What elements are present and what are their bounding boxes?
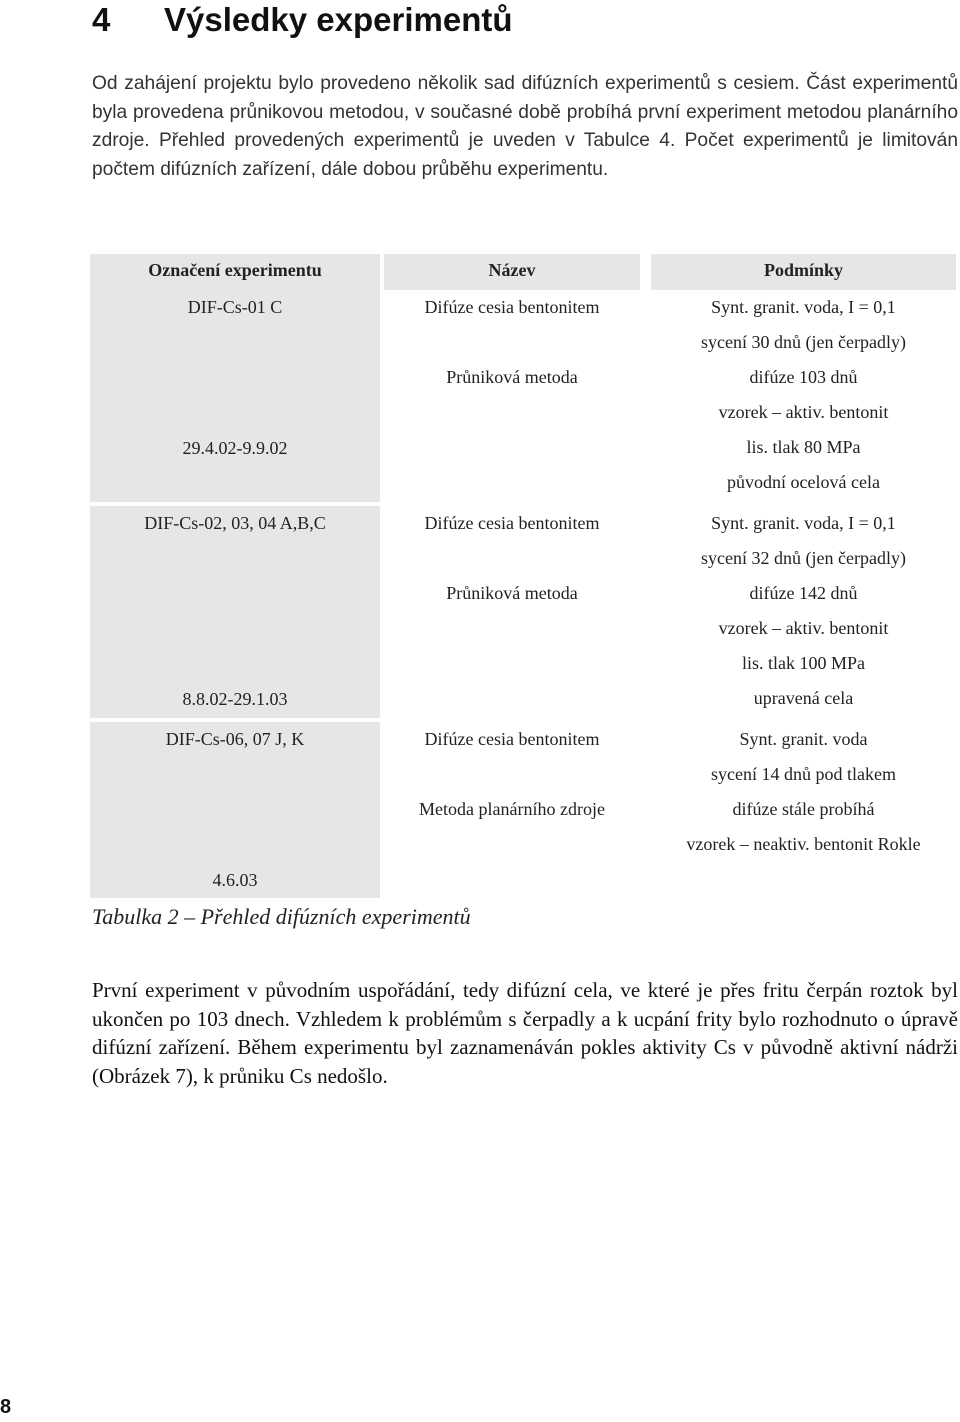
- condition-line: lis. tlak 100 MPa: [741, 653, 865, 673]
- experiment-id-cell: [90, 290, 380, 502]
- table-header-row: [90, 254, 956, 290]
- header-experiment-id: Označení experimentu: [90, 254, 380, 290]
- condition-line: difúze stále probíhá: [732, 799, 875, 819]
- experiment-name: Difúze cesia bentonitem: [424, 513, 600, 533]
- section-number: 4: [92, 1, 111, 38]
- header-name: Název: [384, 254, 640, 290]
- section-title: Výsledky experimentů: [164, 1, 513, 38]
- experiment-name-cell: [384, 722, 640, 898]
- experiments-table: [90, 254, 956, 890]
- intro-paragraph: Od zahájení projektu bylo provedeno několik sad difúzních experimentů s cesiem. Část experimentů byla provedena průnikovou metodou, v současné době probíhá první experiment metodou planárního zdroje. Přehled provedených experimentů je uveden v Tabulce 4. Počet experimentů je limitován počtem difúzních zařízení, dále dobou průběhu experimentu.: [92, 73, 958, 180]
- experiment-id-cell: [90, 722, 380, 898]
- experiment-id: DIF-Cs-02, 03, 04 A,B,C: [144, 513, 326, 533]
- experiment-name: Difúze cesia bentonitem: [424, 729, 600, 749]
- condition-line: Synt. granit. voda: [739, 729, 868, 749]
- experiment-method: Průniková metoda: [446, 583, 578, 603]
- table-caption: Tabulka 2 – Přehled difúzních experimentů: [92, 904, 471, 929]
- table-row: [90, 290, 956, 502]
- experiment-method: Průniková metoda: [446, 367, 578, 387]
- experiment-conditions-cell: [651, 290, 956, 502]
- condition-line: difúze 103 dnů: [749, 367, 858, 387]
- experiment-id: DIF-Cs-01 C: [187, 297, 283, 317]
- condition-line: vzorek – neaktiv. bentonit Rokle: [686, 834, 921, 854]
- condition-line: sycení 32 dnů (jen čerpadly): [701, 548, 906, 568]
- table-row: [90, 506, 956, 718]
- experiment-id: DIF-Cs-06, 07 J, K: [165, 729, 305, 749]
- condition-line: Synt. granit. voda, I = 0,1: [711, 297, 896, 317]
- condition-line: upravená cela: [753, 688, 854, 708]
- experiment-date: 8.8.02-29.1.03: [182, 689, 288, 709]
- experiment-method: Metoda planárního zdroje: [419, 799, 605, 819]
- experiment-date: 29.4.02-9.9.02: [182, 438, 288, 458]
- experiment-date: 4.6.03: [212, 870, 258, 890]
- condition-line: sycení 30 dnů (jen čerpadly): [701, 332, 906, 352]
- experiment-name-cell: [384, 290, 640, 502]
- experiment-conditions-cell: [651, 722, 956, 898]
- condition-line: Synt. granit. voda, I = 0,1: [711, 513, 896, 533]
- experiment-conditions-cell: [651, 506, 956, 718]
- section-heading: [92, 0, 513, 40]
- condition-line: lis. tlak 80 MPa: [746, 437, 861, 457]
- experiment-name: Difúze cesia bentonitem: [424, 297, 600, 317]
- condition-line: původní ocelová cela: [727, 472, 880, 492]
- header-conditions: Podmínky: [651, 254, 956, 290]
- condition-line: sycení 14 dnů pod tlakem: [711, 764, 896, 784]
- experiment-name-cell: [384, 506, 640, 718]
- experiment-id-cell: [90, 506, 380, 718]
- condition-line: vzorek – aktiv. bentonit: [718, 402, 889, 422]
- table-row: [90, 722, 956, 898]
- condition-line: vzorek – aktiv. bentonit: [718, 618, 889, 638]
- page-number: 8: [0, 1396, 12, 1418]
- body-paragraph: První experiment v původním uspořádání, tedy difúzní cela, ve které je přes fritu čerpán roztok byl ukončen po 103 dnech. Vzhledem k problémům s čerpadly a k ucpání frity bylo rozhodnuto o úpravě difúzní zařízení. Během experimentu byl zaznamenáván pokles aktivity Cs v původně aktivní nádrži (Obrázek 7), k průniku Cs nedošlo.: [92, 978, 958, 1088]
- condition-line: difúze 142 dnů: [749, 583, 858, 603]
